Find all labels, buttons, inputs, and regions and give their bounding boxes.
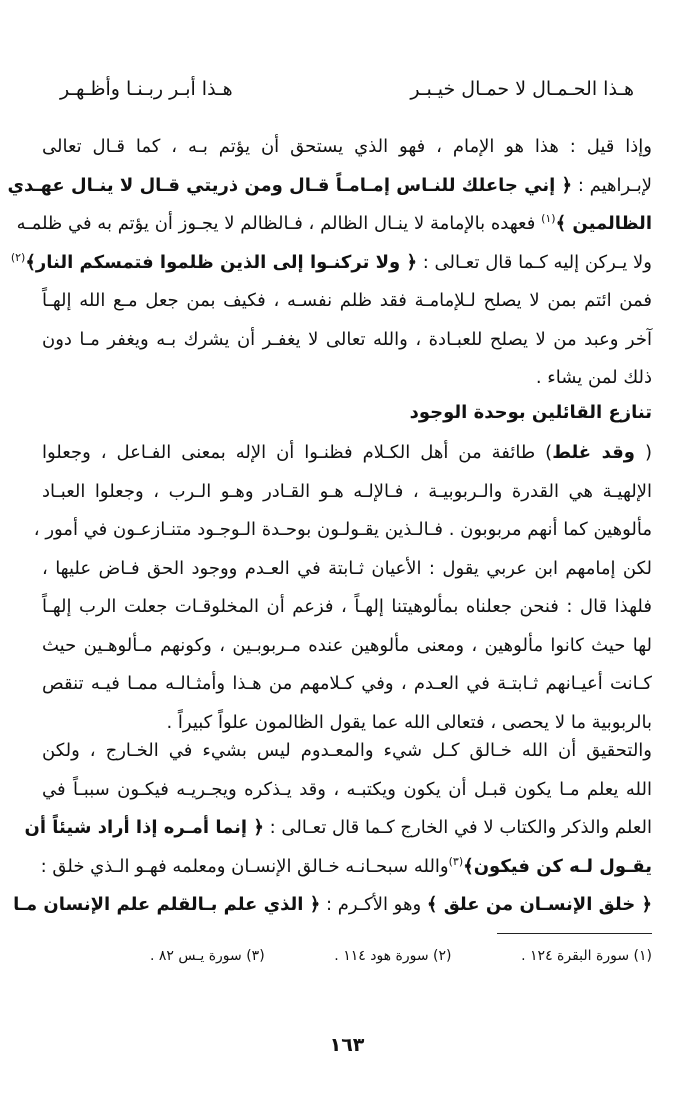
text-line: كـانت أعيـانهم ثـابتـة في العـدم ، وفي كـلامهم من هـذا وأمثـالـه ممـا فيـه تنقص — [42, 673, 652, 694]
text-line: ولا يـركن إليه كـما قال تعـالى : ﴿ ولا تركنـوا إلى الذين ظلموا فتمسكم النار﴾$^{(٢)}$ — [10, 250, 652, 273]
text-line: الإلهيـة هي القدرة والـربوبيـة ، فـالإلـه هـو القـادر وهـو الـرب ، وجعلوا العبـاد — [42, 480, 652, 502]
text-line: فمن ائتم بمن لا يصلح لـلإمامـة فقد ظلم نفسـه ، فكيف بمن جعل مـع الله إلهـاً — [42, 290, 652, 311]
page-number: ١٦٣ — [329, 1034, 365, 1056]
quran-quote: ﴿ الذي علم بـالقلم علم الإنسان مـا — [13, 894, 321, 915]
verse-header — [60, 78, 634, 100]
quran-quote: ﴿ إني جاعلك للنـاس إمـامـاً قـال ومن ذريتي قـال لا ينـال عهـدي — [7, 174, 573, 196]
text-line: العلم والذكر والكتاب لا في الخارج كـما قال تعـالى : ﴿ إنما أمـره إذا أراد شيئاً أن — [24, 817, 652, 838]
text-line: لكن إمامهم ابن عربي يقول : الأعيان ثـابتة في العـدم ووجود الحق فـاض عليها ، — [42, 557, 652, 579]
text-line: وإذا قيل : هذا هو الإمام ، فهو الذي يستحق أن يؤتم بـه ، كما قـال تعالى — [42, 136, 652, 157]
quran-quote: ﴿ إنما أمـره إذا أراد شيئاً أن — [24, 817, 264, 838]
verse-hemistich-left: هـذا أبـر ربـنـا وأظـهـر — [60, 78, 233, 100]
text-line: بالربوبية ما لا يحصى ، فتعالى الله عما يقول الظالمون علواً كبيراً . — [166, 711, 652, 733]
footnote-ref: (٣) — [448, 854, 464, 868]
footnote-1: (١) سورة البقرة ١٢٤ . — [521, 948, 652, 964]
paragraph-tahqiq — [13, 732, 652, 925]
text-line: مألوهين كما أنهم مربوبون . فـالـذين يقـولـون بوحـدة الـوجـود متنـازعـون في أمور ، — [33, 519, 652, 540]
text-line: والتحقيق أن الله خـالق كـل شيء والمعـدوم ليس بشيء في الخـارج ، ولكن — [42, 740, 652, 761]
quran-quote: ﴿ ولا تركنـوا إلى الذين ظلموا فتمسكم النار﴾ — [25, 251, 418, 273]
paragraph-imam — [7, 128, 652, 398]
verse-hemistich-right: هـذا الحـمـال لا حمـال خيـبـر — [410, 78, 634, 100]
section-heading: تنازع القائلين بوحدة الوجود — [409, 402, 652, 423]
text-line: الله يعلم مـا يكون قبـل أن يكون ويكتبـه ، وقد يـذكره ويجـريـه فيكـون سببـاً في — [42, 778, 652, 800]
paragraph-kalam — [33, 434, 652, 742]
footnotes — [150, 948, 652, 964]
text-line: ذلك لمن يشاء . — [535, 367, 652, 388]
text-line: ﴿ خلق الإنسـان من علق ﴾ وهو الأكـرم : ﴿ الذي علم بـالقلم علم الإنسان مـا — [13, 894, 652, 915]
footnote-ref: (٢) — [10, 250, 26, 264]
text-line: آخر وعبد من لا يصلح للعبـادة ، والله تعالى لا يغفـر أن يشرك بـه ويغفر مـا دون — [42, 328, 652, 350]
footnote-2: (٢) سورة هود ١١٤ . — [334, 948, 452, 964]
footnote-divider — [497, 933, 652, 934]
quran-quote: الظالمين ﴾ — [555, 213, 652, 234]
quran-quote: يقـول لـه كن فيكون﴾ — [463, 855, 652, 877]
text-line: لإبـراهيم : ﴿ إني جاعلك للنـاس إمـامـاً قـال ومن ذريتي قـال لا ينـال عهـدي — [7, 174, 652, 196]
text-line: الظالمين ﴾$^{(١)}$ فعهده بالإمامة لا ينـال الظالم ، فـالظالم لا يجـوز أن يؤتم به في ظلمـه — [16, 212, 652, 234]
quran-quote: ﴿ خلق الإنسـان من علق ﴾ — [426, 894, 652, 915]
text-line: يقـول لـه كن فيكون﴾$^{(٣)}$والله سبحـانـه خـالق الإنسـان ومعلمه فهـو الـذي خلق : — [40, 854, 652, 877]
footnote-ref: (١) — [541, 212, 556, 225]
text-line: فلهذا قال : فنحن جعلناه بمألوهيتنا إلهـاً ، فزعم أن المخلوقـات جعلت الرب إلهـاً — [42, 596, 652, 617]
text-line: ( وقد غلط) طائفة من أهل الكـلام فظنـوا أن الإله بمعنى الفـاعل ، وجعلوا — [42, 442, 652, 463]
text-line: لها حيث كانوا مألوهين ، ومعنى مألوهين عنده مـربوبـين ، وكونهم مـألوهـين حيث — [42, 634, 652, 656]
footnote-3: (٣) سورة يـس ٨٢ . — [150, 948, 265, 964]
